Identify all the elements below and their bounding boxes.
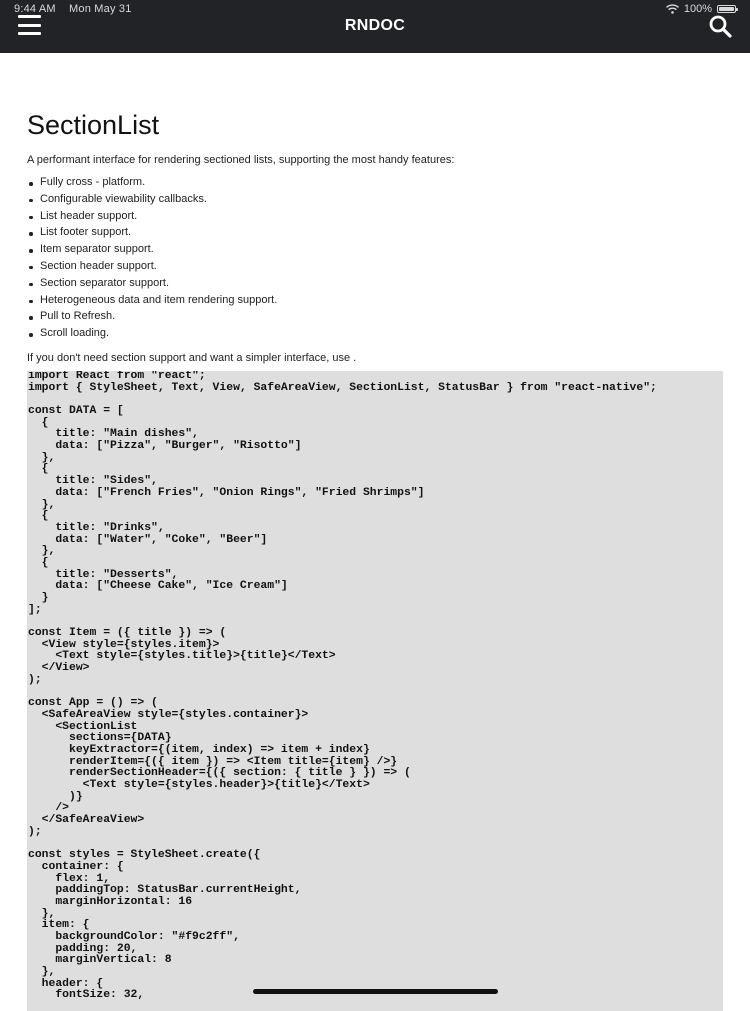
battery-fill — [719, 7, 734, 11]
feature-item: Scroll loading. — [27, 325, 723, 342]
code-line: <Text style={styles.title}>{title}</Text> — [28, 650, 336, 663]
code-line: }, — [28, 545, 56, 558]
code-line: /> — [28, 802, 70, 815]
status-date: Mon May 31 — [69, 3, 132, 15]
code-line: header: { — [28, 977, 104, 990]
code-line: <View style={styles.item}> — [28, 638, 220, 651]
code-line: </SafeAreaView> — [28, 814, 145, 827]
page-title: SectionList — [27, 110, 160, 140]
code-line — [28, 394, 723, 406]
code-line: data: ["Water", "Coke", "Beer"] — [28, 533, 268, 546]
code-line: data: ["French Fries", "Onion Rings", "Fried Shrimps"] — [28, 486, 425, 499]
code-line: <SafeAreaView style={styles.container}> — [28, 708, 309, 721]
feature-item: Fully cross - platform. — [27, 174, 723, 191]
code-line: const Item = ({ title }) => ( — [28, 627, 227, 640]
code-line: import { StyleSheet, Text, View, SafeAreaView, SectionList, StatusBar } from "react-native"; — [28, 381, 657, 394]
feature-item: List header support. — [27, 208, 723, 225]
code-line: flex: 1, — [28, 872, 111, 885]
code-line: { — [28, 510, 49, 523]
code-line: data: ["Cheese Cake", "Ice Cream"] — [28, 580, 288, 593]
code-line: data: ["Pizza", "Burger", "Risotto"] — [28, 440, 302, 453]
code-line: } — [28, 592, 49, 605]
battery-percent: 100% — [683, 3, 712, 15]
code-line: sections={DATA} — [28, 732, 172, 745]
feature-item: Section separator support. — [27, 275, 723, 292]
search-icon[interactable] — [709, 15, 732, 38]
feature-item: Pull to Refresh. — [27, 308, 723, 325]
code-line: padding: 20, — [28, 942, 138, 955]
code-line: <SectionList — [28, 720, 138, 733]
code-line: const DATA = [ — [28, 405, 124, 418]
code-line: renderItem={({ item }) => <Item title={item} />} — [28, 755, 398, 768]
code-line: title: "Drinks", — [28, 521, 165, 534]
code-line: const styles = StyleSheet.create({ — [28, 849, 261, 862]
home-indicator — [253, 989, 498, 994]
code-line: { — [28, 556, 49, 569]
code-line: ); — [28, 825, 42, 838]
code-line: keyExtractor={(item, index) => item + index} — [28, 743, 370, 756]
note-text: If you don't need section support and want a simpler interface, use . — [27, 351, 357, 364]
feature-item: Item separator support. — [27, 241, 723, 258]
code-line: { — [28, 416, 49, 429]
code-line: backgroundColor: "#f9c2ff", — [28, 930, 240, 943]
feature-list — [27, 174, 723, 342]
code-line: title: "Main dishes", — [28, 428, 199, 441]
code-line: fontSize: 32, — [28, 989, 145, 1002]
code-line: }, — [28, 966, 56, 979]
doc-content — [27, 108, 723, 1011]
status-bar-right — [666, 3, 736, 15]
code-line: const App = () => ( — [28, 697, 158, 710]
code-line: ); — [28, 673, 42, 686]
battery-icon — [717, 5, 736, 13]
intro-text: A performant interface for rendering sectioned lists, supporting the most handy features: — [27, 154, 455, 166]
code-line: ]; — [28, 603, 42, 616]
app-header — [0, 0, 750, 53]
app-title: RNDOC — [344, 17, 406, 34]
code-line: }, — [28, 451, 56, 464]
feature-item: Section header support. — [27, 258, 723, 275]
code-line: container: { — [28, 860, 124, 873]
code-line: import React from "react"; — [28, 370, 206, 382]
code-line: }, — [28, 907, 56, 920]
code-line: marginVertical: 8 — [28, 954, 172, 967]
code-line: { — [28, 463, 49, 476]
code-line: title: "Desserts", — [28, 568, 179, 581]
code-block — [27, 371, 723, 1011]
code-line: )} — [28, 790, 83, 803]
code-line: </View> — [28, 662, 90, 675]
code-line: title: "Sides", — [28, 475, 158, 488]
code-line: <Text style={styles.header}>{title}</Text> — [28, 779, 370, 792]
code-line: item: { — [28, 919, 90, 932]
status-time: 9:44 AM — [14, 3, 56, 15]
code-line: }, — [28, 498, 56, 511]
feature-item: Configurable viewability callbacks. — [27, 191, 723, 208]
feature-item: List footer support. — [27, 224, 723, 241]
code-line: marginHorizontal: 16 — [28, 895, 193, 908]
wifi-icon — [666, 4, 679, 14]
status-bar-left — [14, 3, 142, 15]
code-line: paddingTop: StatusBar.currentHeight, — [28, 884, 302, 897]
feature-item: Heterogeneous data and item rendering support. — [27, 292, 723, 309]
code-line: renderSectionHeader={({ section: { title } }) => ( — [28, 767, 411, 780]
